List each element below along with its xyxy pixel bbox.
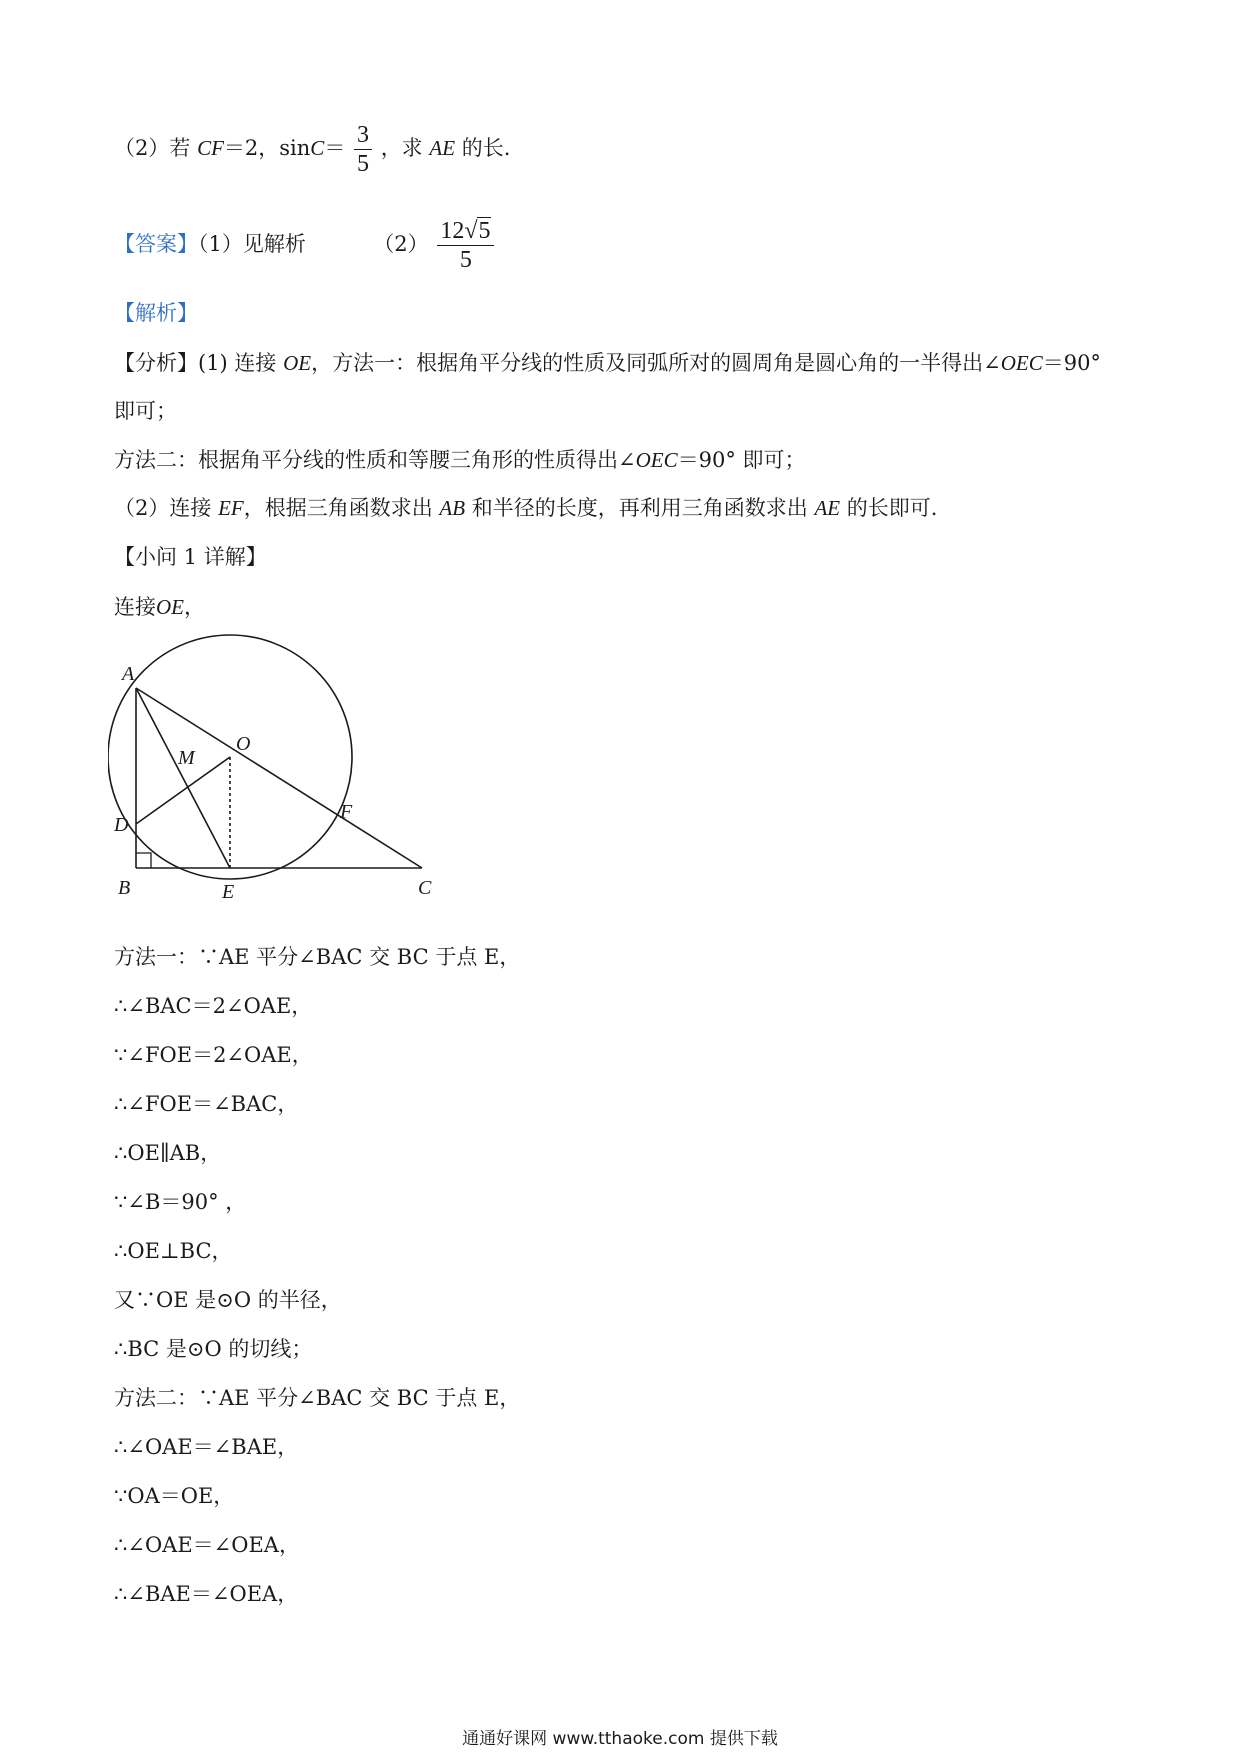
method1-line: ∵∠B＝90° ， — [114, 1190, 247, 1214]
method2-line: ∴∠OAE＝∠BAE， — [114, 1435, 299, 1459]
method1-line: ∴∠BAC＝2∠OAE， — [114, 994, 313, 1018]
method2-line: 方法二：∵AE 平分∠BAC 交 BC 于点 E， — [114, 1386, 521, 1410]
label-f: F — [340, 801, 353, 823]
segment-ac — [136, 688, 422, 868]
method2-line: ∵OA＝OE， — [114, 1484, 235, 1508]
sub-question-1-title: 【小问 1 详解】 — [114, 545, 267, 569]
label-m: M — [178, 747, 195, 769]
method2-line: ∴∠OAE＝∠OEA， — [114, 1533, 300, 1557]
method1-line: ∴BC 是⊙O 的切线； — [114, 1337, 313, 1361]
label-d: D — [114, 814, 129, 836]
connect-line: 连接OE， — [114, 595, 205, 619]
label-a: A — [122, 663, 135, 685]
answer-line: 【答案】（1）见解析 （2） $\frac{12√5}{5}$ — [114, 214, 496, 274]
geometry-diagram — [108, 630, 448, 910]
method1-line: ∴OE⊥BC， — [114, 1239, 233, 1263]
answer-fraction: $\frac{12√5}{5}$ — [437, 217, 494, 274]
method1-line: ∴∠FOE＝∠BAC， — [114, 1092, 299, 1116]
analysis-line-4: （2）连接 EF，根据三角函数求出 AB 和半径的长度，再利用三角函数求出 AE 的长即可. — [114, 496, 938, 520]
analysis-line-2: 即可； — [114, 399, 177, 423]
label-c: C — [418, 877, 432, 899]
label-e: E — [222, 881, 235, 903]
footer: 通通好课网 www.tthaoke.com 提供下载 — [462, 1729, 778, 1749]
right-angle-mark — [136, 853, 151, 868]
analysis-line-3: 方法二：根据角平分线的性质和等腰三角形的性质得出∠OEC＝90° 即可； — [114, 448, 806, 472]
method2-line: ∴∠BAE＝∠OEA， — [114, 1582, 299, 1606]
answer-tag: 【答案】 — [114, 232, 198, 256]
sin-fraction: $\frac{3}{5}$ — [354, 121, 372, 178]
question-2: （2）若 CF＝2，sinC＝ $\frac{3}{5}$ ，求 AE 的长. — [114, 122, 511, 177]
method1-line: ∵∠FOE＝2∠OAE， — [114, 1043, 313, 1067]
method1-line: 方法一：∵AE 平分∠BAC 交 BC 于点 E， — [114, 945, 521, 969]
label-b: B — [118, 877, 131, 899]
label-o: O — [236, 733, 251, 755]
segment-ae — [136, 688, 230, 868]
method1-line: ∴OE∥AB， — [114, 1141, 222, 1165]
analysis-tag: 【解析】 — [114, 301, 198, 325]
analysis-line-1: 【分析】(1) 连接 OE，方法一：根据角平分线的性质及同弧所对的圆周角是圆心角的一半得出∠OEC＝90° — [114, 351, 1101, 375]
method1-line: 又∵OE 是⊙O 的半径， — [114, 1288, 342, 1312]
